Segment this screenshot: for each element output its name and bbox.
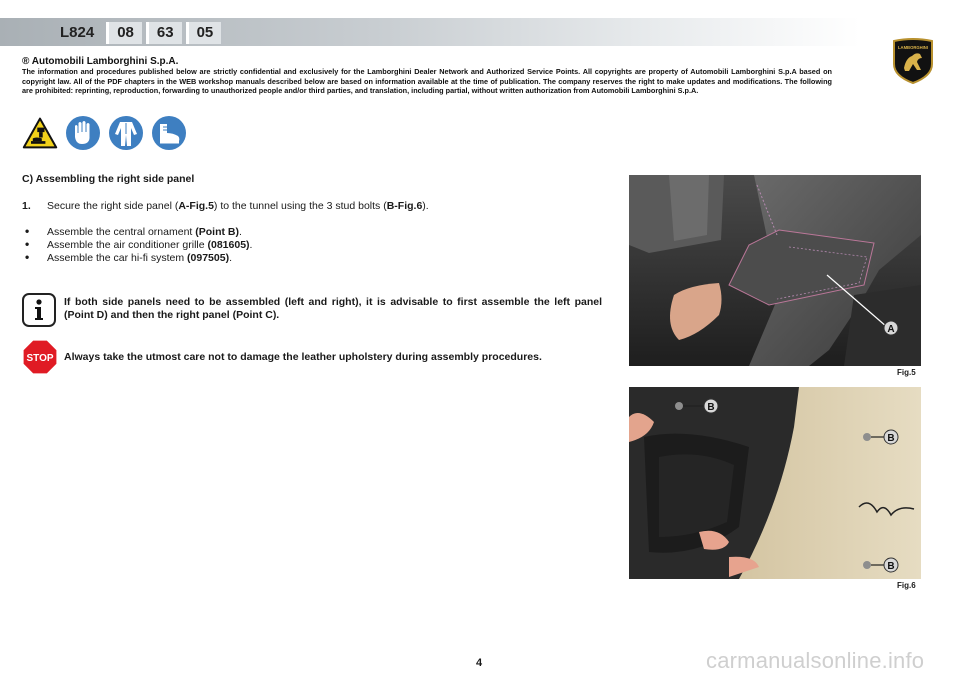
callout-b-2: B [887, 433, 895, 444]
list-item: • Assemble the car hi-fi system (097505). [25, 250, 232, 264]
figure-6-caption: Fig.6 [897, 581, 916, 590]
callout-b-3: B [887, 561, 895, 572]
info-icon [22, 293, 56, 327]
callout-a: A [887, 324, 895, 335]
figure-5-photo [629, 175, 921, 366]
protective-overalls-icon [108, 115, 144, 151]
step-text-before: Secure the right side panel ( [47, 200, 179, 212]
page-number: 4 [476, 657, 483, 669]
warning-text: Always take the utmost care not to damage the leather upholstery during assembly procedures. [64, 351, 542, 363]
hand-crush-warning-icon [22, 115, 58, 151]
safety-icons [22, 115, 187, 151]
step-1 [22, 200, 429, 212]
step-text-middle: ) to the tunnel using the 3 stud bolts ( [213, 200, 387, 212]
document-code [50, 22, 221, 44]
logo-wordmark: LAMBORGHINI [897, 45, 929, 50]
step-ref-fig5: A-Fig.5 [178, 200, 214, 212]
protective-gloves-icon [65, 115, 101, 151]
copyright-body: The information and procedures published below are strictly confidential and exclusively for the Lamborghini Dealer Network and Authorized Service Points. All copyrights are property of Automobili Lamborghini S.p.A based on copyright law. All of the PDF chapters in the WEB workshop manuals described below are based on information available at the time of publication. The company reserves the right to make updates and modifications. The following are prohibited: reprinting, reproduction, forwarding to unauthorized people and/or third parties, and translation, including partial, without written authorization from Automobili Lamborghini S.p.A. [22, 67, 832, 96]
list-item: • Assemble the central ornament (Point B). [25, 224, 242, 238]
copyright-notice [22, 56, 832, 96]
step-number: 1. [22, 200, 31, 212]
stop-sign-icon [22, 339, 58, 375]
step-text-after: ). [422, 200, 429, 212]
copyright-title: ® Automobili Lamborghini S.p.A. [22, 56, 179, 67]
list-item: • Assemble the air conditioner grille (081605). [25, 237, 253, 251]
safety-shoes-icon [151, 115, 187, 151]
model-code: L824 [60, 24, 95, 41]
callout-b-1: B [707, 402, 715, 413]
section-title: C) Assembling the right side panel [22, 173, 195, 185]
info-note: If both side panels need to be assembled (left and right), it is advisable to first assemble the left panel (Point D) and then the right panel (Point C). [64, 296, 602, 321]
step-ref-fig6: B-Fig.6 [386, 200, 423, 212]
figure-5-caption: Fig.5 [897, 368, 916, 377]
figure-6-photo [629, 387, 921, 579]
group-code: 08 [106, 22, 142, 44]
instruction-list [22, 226, 252, 265]
stop-sign-label: STOP [26, 353, 54, 364]
procedure-code: 05 [186, 22, 222, 44]
watermark: carmanualsonline.info [706, 648, 925, 673]
lamborghini-shield-logo [892, 38, 934, 84]
subgroup-code: 63 [146, 22, 182, 44]
